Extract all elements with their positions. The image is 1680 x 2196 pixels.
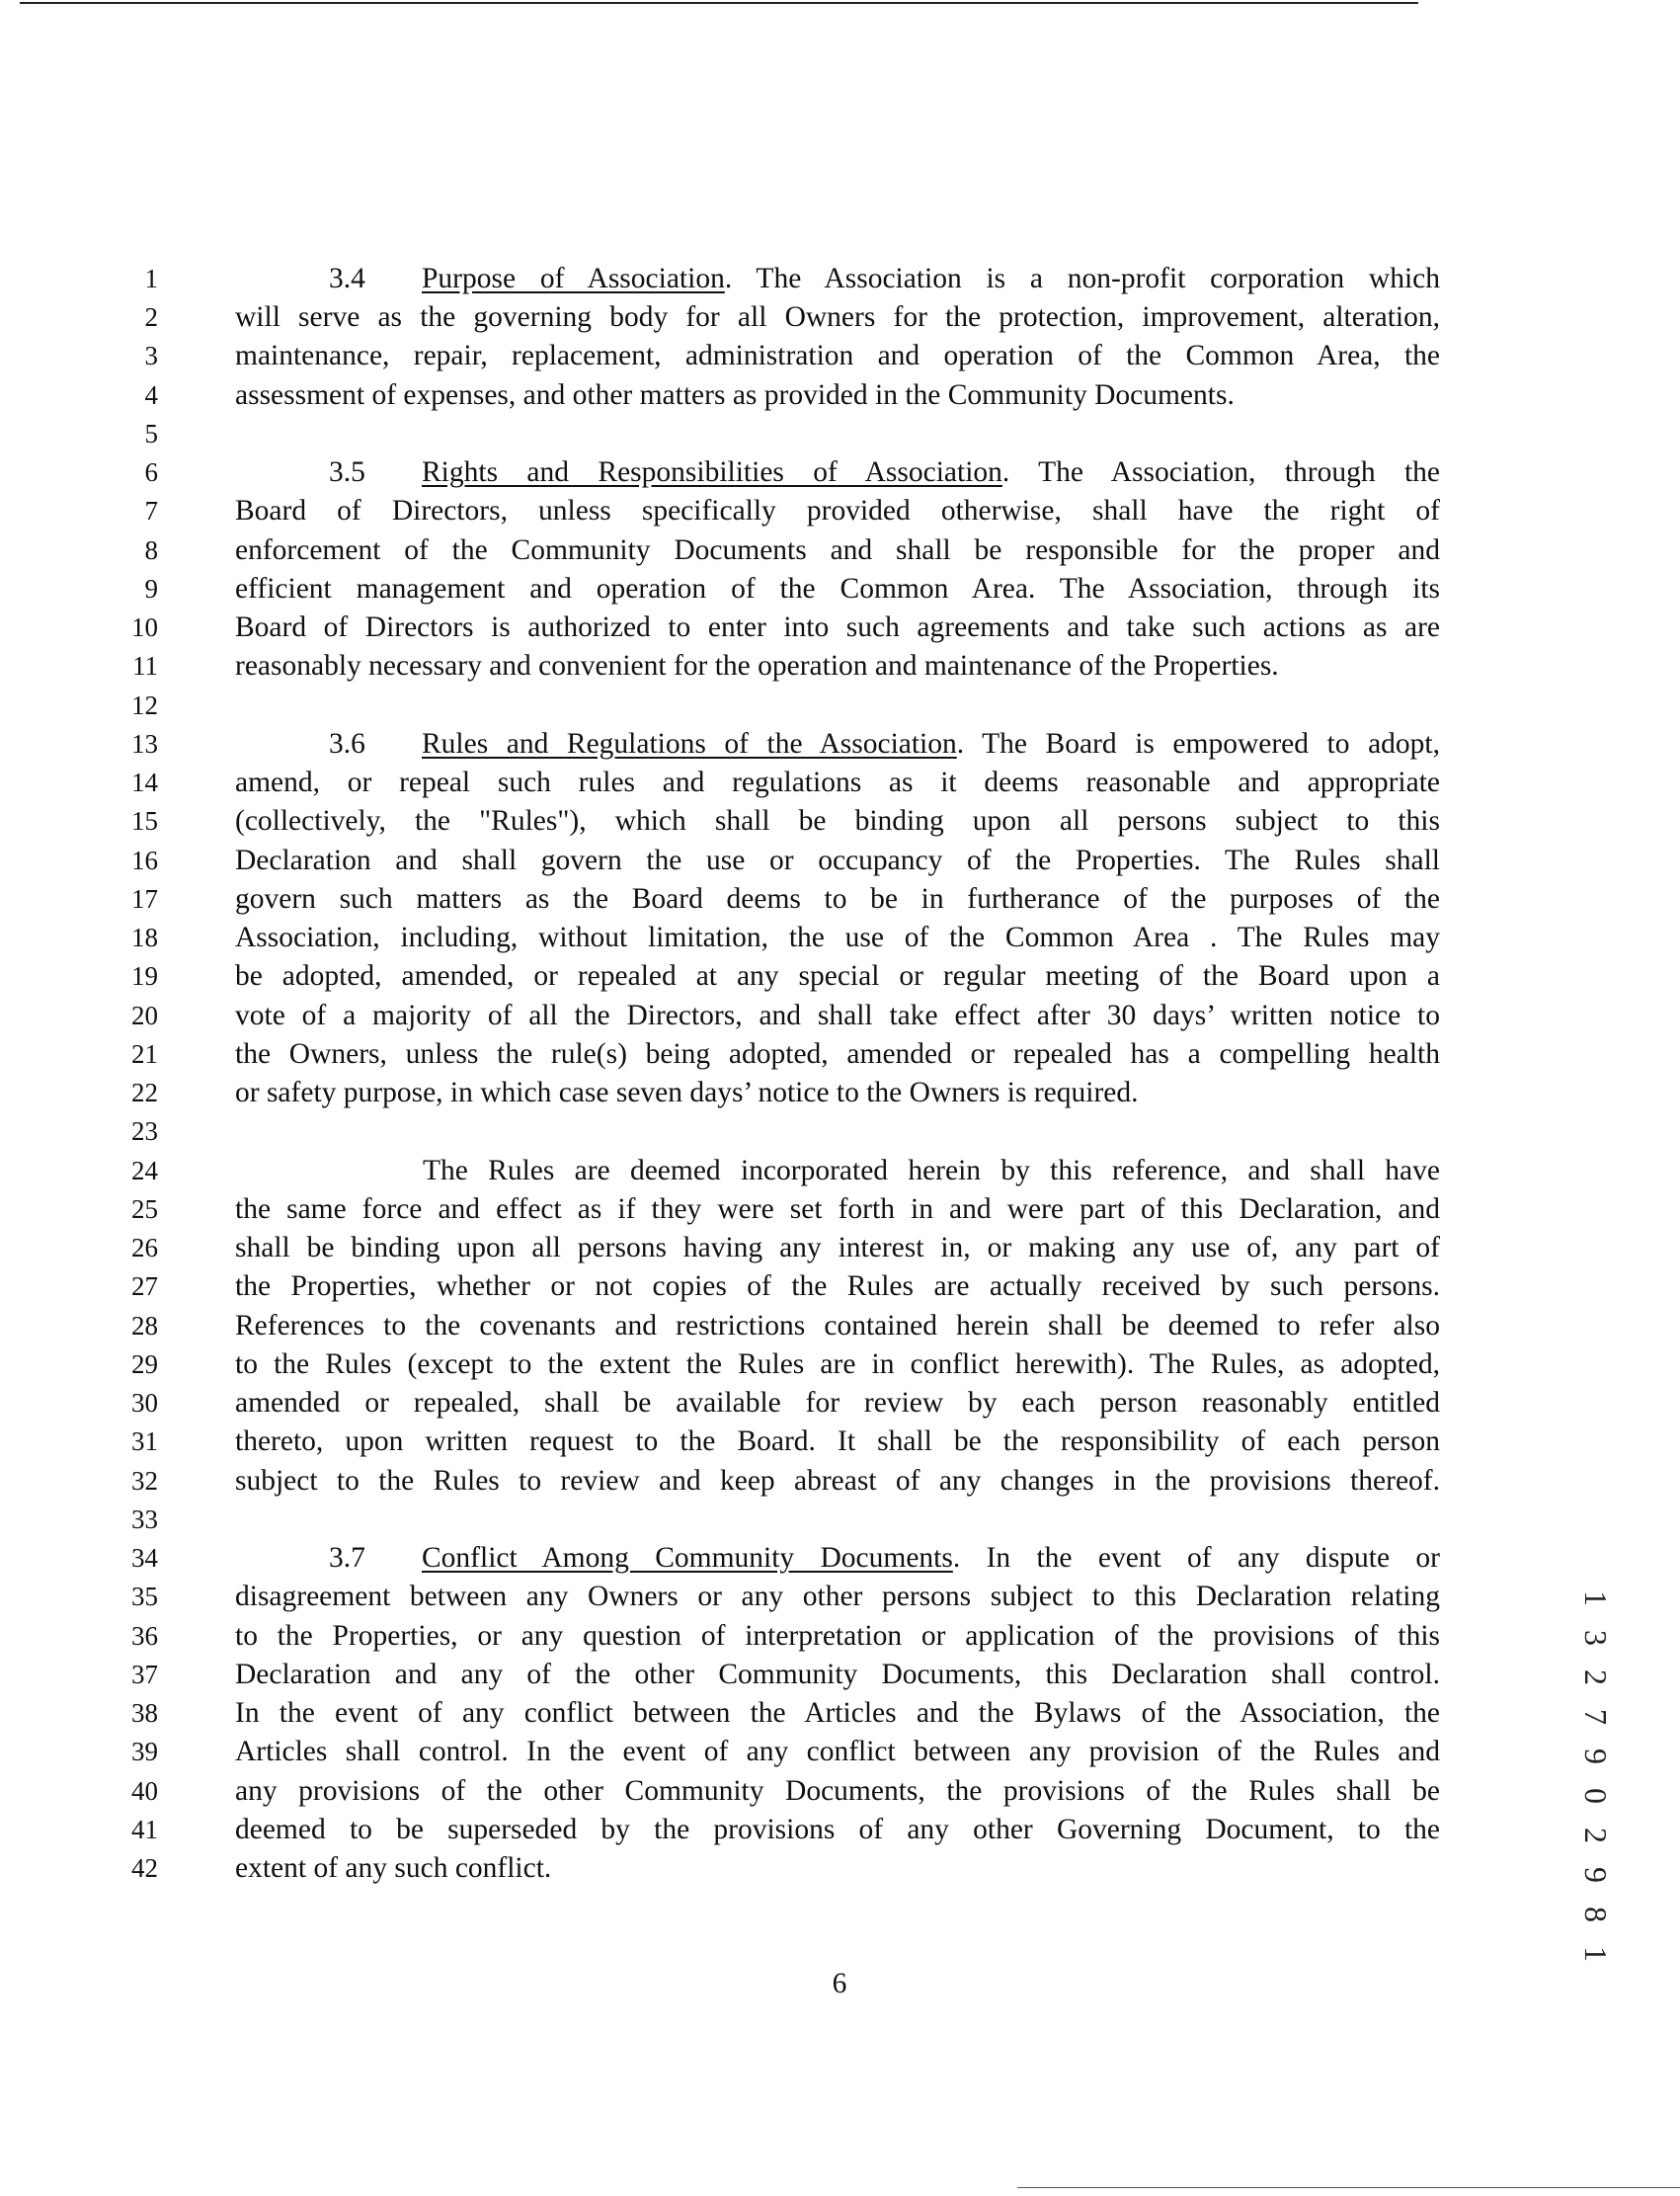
text-line: extent of any such conflict.: [235, 1852, 552, 1884]
section-number: 3.7: [329, 1542, 365, 1574]
text-line: to the Properties, or any question of interpretation or application of the provisions of this: [235, 1620, 1440, 1652]
section-heading: Conflict Among Community Documents: [422, 1542, 953, 1574]
text-run: . The Association is a non-profit corporation which: [724, 263, 1440, 294]
text-line: [235, 452, 1440, 492]
text-line: or safety purpose, in which case seven days’ notice to the Owners is required.: [235, 1077, 1139, 1108]
line-number: 20: [131, 1001, 158, 1030]
section-number: 3.4: [329, 263, 365, 294]
line-number: 27: [131, 1271, 158, 1301]
page-number: 6: [832, 1968, 847, 1999]
recording-number-stamp: 1 3 2 7 9 0 2 9 8 1: [1578, 1590, 1614, 1970]
text-line: govern such matters as the Board deems to be in furtherance of the purposes of the: [235, 883, 1440, 915]
text-line: Board of Directors is authorized to enter into such agreements and take such actions as are: [235, 611, 1440, 643]
line-number: 9: [144, 574, 158, 604]
text-run: The Rules are deemed incorporated herein by this reference, and shall have: [423, 1155, 1440, 1186]
line-number: 36: [131, 1621, 158, 1651]
text-line: will serve as the governing body for all Owners for the protection, improvement, alteration,: [235, 301, 1440, 333]
text-line: shall be binding upon all persons having any interest in, or making any use of, any part of: [235, 1232, 1440, 1263]
line-number: 38: [131, 1698, 158, 1728]
line-number: 4: [144, 380, 158, 410]
text-line: to the Rules (except to the extent the Rules are in conflict herewith). The Rules, as adopted,: [235, 1348, 1440, 1380]
line-number: 8: [144, 535, 158, 565]
line-number: 22: [131, 1078, 158, 1107]
bottom-rule: [1017, 2187, 1680, 2188]
text-line: disagreement between any Owners or any other persons subject to this Declaration relating: [235, 1581, 1440, 1612]
text-run: . The Association, through the: [1001, 456, 1440, 488]
text-line: any provisions of the other Community Documents, the provisions of the Rules shall be: [235, 1775, 1440, 1807]
line-number: 28: [131, 1311, 158, 1341]
line-number: 31: [131, 1426, 158, 1456]
line-number: 23: [131, 1116, 158, 1146]
line-number: 2: [144, 302, 158, 332]
line-number: 32: [131, 1466, 158, 1496]
text-line: vote of a majority of all the Directors, and shall take effect after 30 days’ written notice to: [235, 1000, 1440, 1031]
text-line: Declaration and shall govern the use or occupancy of the Properties. The Rules shall: [235, 845, 1440, 876]
line-number: 24: [131, 1156, 158, 1185]
line-number: 10: [131, 612, 158, 642]
line-number: 21: [131, 1039, 158, 1069]
text-line: assessment of expenses, and other matters as provided in the Community Documents.: [235, 379, 1235, 411]
text-line: enforcement of the Community Documents and shall be responsible for the proper and: [235, 534, 1440, 566]
line-number: 14: [131, 768, 158, 797]
text-line: deemed to be superseded by the provisions of any other Governing Document, to the: [235, 1814, 1440, 1845]
line-number: 40: [131, 1776, 158, 1806]
section-heading: Rights and Responsibilities of Association: [422, 456, 1002, 488]
text-line: subject to the Rules to review and keep abreast of any changes in the provisions thereof.: [235, 1465, 1440, 1497]
text-line: efficient management and operation of the Common Area. The Association, through its: [235, 573, 1440, 605]
section-heading: Rules and Regulations of the Association: [422, 728, 957, 760]
line-number: 16: [131, 846, 158, 875]
text-line: be adopted, amended, or repealed at any special or regular meeting of the Board upon a: [235, 960, 1440, 992]
text-line: the Owners, unless the rule(s) being adopted, amended or repealed has a compelling health: [235, 1038, 1440, 1070]
text-line: [235, 259, 1440, 298]
text-line: Association, including, without limitation, the use of the Common Area . The Rules may: [235, 922, 1440, 953]
line-number: 19: [131, 961, 158, 991]
text-line: In the event of any conflict between the Articles and the Bylaws of the Association, the: [235, 1697, 1440, 1729]
line-number: 11: [132, 651, 158, 681]
section-number: 3.6: [329, 728, 365, 760]
text-line: [235, 724, 1440, 764]
text-run: . In the event of any dispute or: [952, 1542, 1440, 1574]
line-number: 25: [131, 1194, 158, 1224]
top-rule: [20, 2, 1418, 4]
line-number: 15: [131, 806, 158, 836]
line-number: 13: [131, 729, 158, 759]
line-number: 6: [144, 457, 158, 487]
line-number: 7: [144, 496, 158, 526]
text-run: . The Board is empowered to adopt,: [956, 728, 1440, 760]
text-line: (collectively, the "Rules"), which shall be binding upon all persons subject to this: [235, 805, 1440, 837]
line-number: 12: [131, 691, 158, 720]
line-number: 39: [131, 1737, 158, 1766]
text-line: Board of Directors, unless specifically provided otherwise, shall have the right of: [235, 495, 1440, 527]
line-number: 3: [144, 341, 158, 370]
text-line: [235, 1151, 1440, 1190]
line-number: 33: [131, 1505, 158, 1534]
line-number: 35: [131, 1582, 158, 1611]
line-number: 30: [131, 1388, 158, 1418]
line-number: 1: [144, 264, 158, 293]
line-number: 5: [144, 419, 158, 448]
line-number: 26: [131, 1233, 158, 1262]
text-line: the Properties, whether or not copies of the Rules are actually received by such persons.: [235, 1270, 1440, 1302]
text-line: reasonably necessary and convenient for the operation and maintenance of the Properties.: [235, 650, 1279, 682]
text-line: [235, 1538, 1440, 1578]
line-number: 37: [131, 1660, 158, 1689]
section-heading: Purpose of Association: [422, 263, 725, 294]
text-line: Articles shall control. In the event of any conflict between any provision of the Rules and: [235, 1736, 1440, 1767]
text-line: amend, or repeal such rules and regulations as it deems reasonable and appropriate: [235, 767, 1440, 798]
text-line: References to the covenants and restrictions contained herein shall be deemed to refer also: [235, 1310, 1440, 1342]
line-number: 18: [131, 923, 158, 952]
line-number: 29: [131, 1349, 158, 1379]
section-number: 3.5: [329, 456, 365, 488]
text-line: maintenance, repair, replacement, administration and operation of the Common Area, the: [235, 340, 1440, 371]
line-number: 17: [131, 884, 158, 914]
line-number: 42: [131, 1853, 158, 1883]
text-line: thereto, upon written request to the Board. It shall be the responsibility of each person: [235, 1425, 1440, 1457]
text-line: amended or repealed, shall be available for review by each person reasonably entitled: [235, 1387, 1440, 1419]
text-line: Declaration and any of the other Community Documents, this Declaration shall control.: [235, 1659, 1440, 1690]
text-line: the same force and effect as if they were set forth in and were part of this Declaration, and: [235, 1193, 1440, 1225]
line-number: 41: [131, 1815, 158, 1844]
line-number: 34: [131, 1543, 158, 1573]
